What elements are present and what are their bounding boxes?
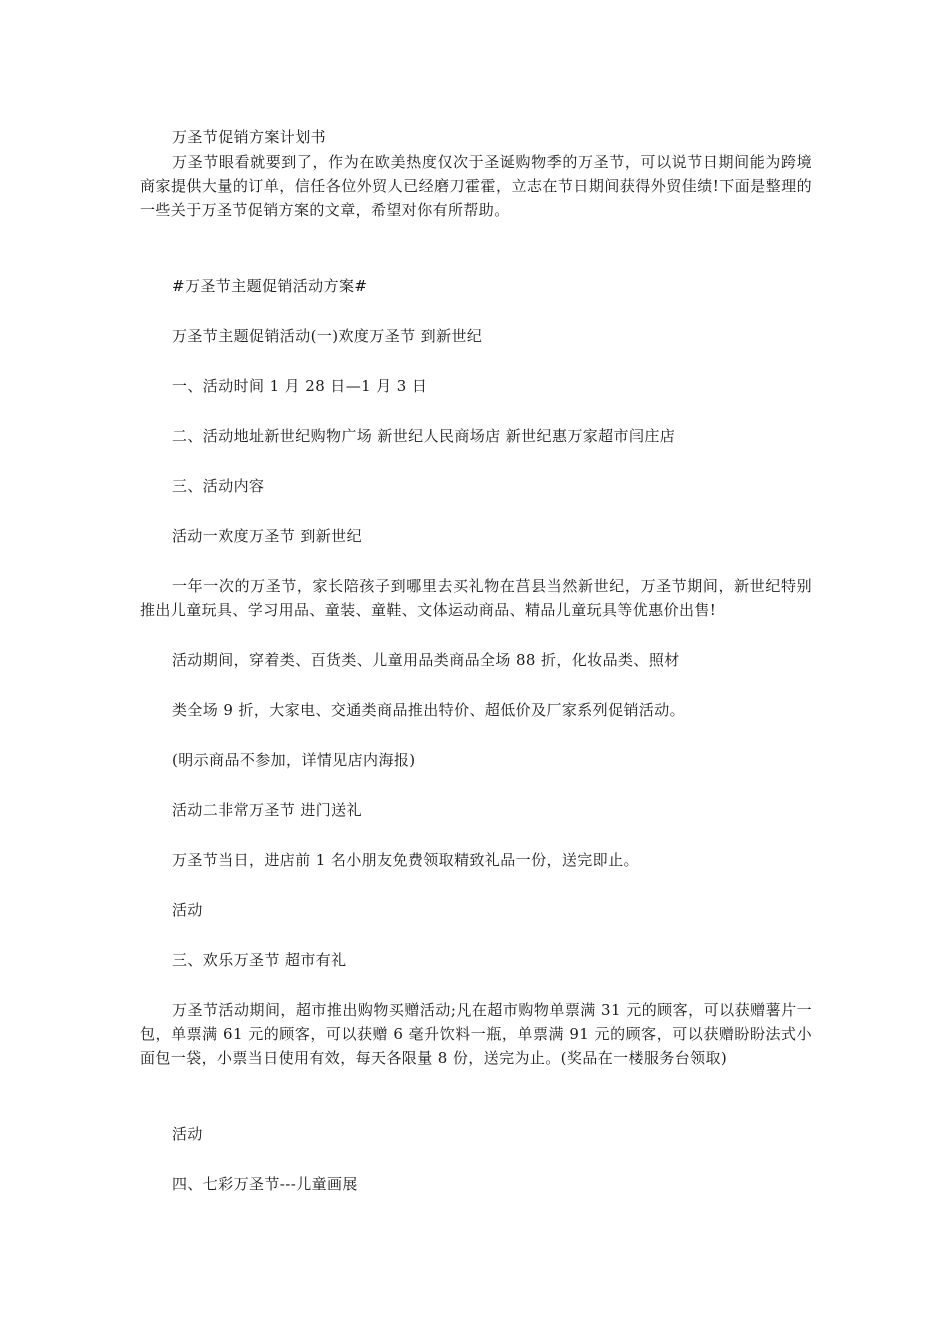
discount-line-2: 类全场 9 折，大家电、交通类商品推出特价、超低价及厂家系列促销活动。 <box>172 701 686 719</box>
activity-two-body: 万圣节当日，进店前 1 名小朋友免费领取精致礼品一份，送完即止。 <box>172 851 639 869</box>
activity-three-title: 三、欢乐万圣节 超市有礼 <box>172 951 347 969</box>
activity-two-title: 活动二非常万圣节 进门送礼 <box>172 801 362 819</box>
activity-one-title: 活动一欢度万圣节 到新世纪 <box>172 527 362 545</box>
activity-label: 活动 <box>172 1125 203 1143</box>
document-title: 万圣节促销方案计划书 <box>172 128 327 146</box>
exclusion-note: (明示商品不参加，详情见店内海报) <box>172 751 416 769</box>
activity-three-body: 万圣节活动期间，超市推出购物买赠活动;凡在超市购物单票满 31 元的顾客，可以获赠薯片一包，单票满 61 元的顾客，可以获赠 6 毫升饮料一瓶，单票满 91 元的顾客，可以获赠盼盼法式小面包一袋，小票当日使用有效，每天各限量 8 份，送完为止。(奖品在一楼服务台领取) <box>140 1001 812 1067</box>
item-activity-location: 二、活动地址新世纪购物广场 新世纪人民商场店 新世纪惠万家超市闫庄店 <box>172 427 676 445</box>
intro-paragraph: 万圣节眼看就要到了，作为在欧美热度仅次于圣诞购物季的万圣节，可以说节日期间能为跨境商家提供大量的订单，信任各位外贸人已经磨刀霍霍，立志在节日期间获得外贸佳绩!下面是整理的一些关于万圣节促销方案的文章，希望对你有所帮助。 <box>140 153 812 219</box>
activity-label: 活动 <box>172 901 203 919</box>
activity-four-title: 四、七彩万圣节---儿童画展 <box>172 1175 358 1193</box>
item-activity-time: 一、活动时间 1 月 28 日—1 月 3 日 <box>172 377 428 395</box>
activity-heading: 万圣节主题促销活动(一)欢度万圣节 到新世纪 <box>172 327 483 345</box>
item-activity-content: 三、活动内容 <box>172 477 265 495</box>
section-tag: #万圣节主题促销活动方案# <box>172 277 368 295</box>
discount-line-1: 活动期间，穿着类、百货类、儿童用品类商品全场 88 折，化妆品类、照材 <box>172 651 680 669</box>
activity-one-body: 一年一次的万圣节，家长陪孩子到哪里去买礼物在莒县当然新世纪，万圣节期间，新世纪特别推出儿童玩具、学习用品、童装、童鞋、文体运动商品、精品儿童玩具等优惠价出售! <box>140 577 812 619</box>
